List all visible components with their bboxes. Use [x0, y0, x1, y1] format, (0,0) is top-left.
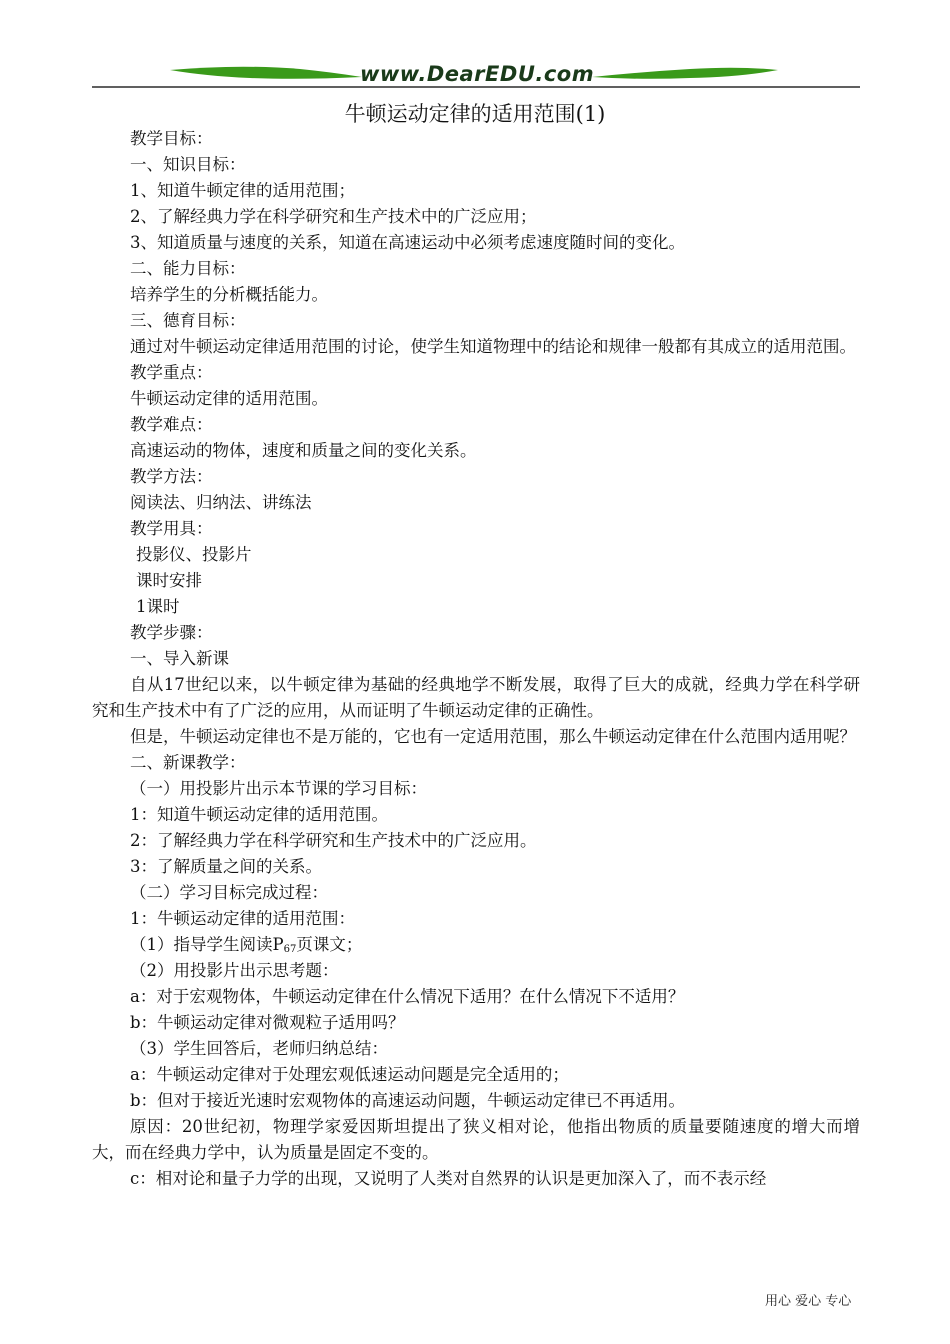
paragraph: 通过对牛顿运动定律适用范围的讨论，使学生知道物理中的结论和规律一般都有其成立的适用范围。: [130, 337, 856, 356]
text-line: 教学重点：: [130, 363, 213, 382]
text-line: a：对于宏观物体，牛顿运动定律在什么情况下适用？在什么情况下不适用？: [130, 987, 685, 1006]
text-span: 页课文；: [296, 935, 363, 954]
text-line: 教学难点：: [130, 415, 213, 434]
text-line: 教学用具：: [130, 519, 213, 538]
text-line: 教学步骤：: [130, 623, 213, 642]
text-line: （二）学习目标完成过程：: [130, 883, 328, 902]
text-line: 一、导入新课: [130, 649, 229, 668]
text-line: b：牛顿运动定律对微观粒子适用吗？: [130, 1013, 405, 1032]
paragraph: 自从17世纪以来，以牛顿定律为基础的经典地学不断发展，取得了巨大的成就，经典力学在科学研究和生产技术中有了广泛的应用，从而证明了牛顿运动定律的正确性。: [92, 675, 860, 720]
text-line: 阅读法、归纳法、讲练法: [130, 493, 312, 512]
text-line: 1课时: [136, 597, 180, 616]
text-line: 教学目标：: [130, 129, 213, 148]
text-line: 2、了解经典力学在科学研究和生产技术中的广泛应用；: [130, 207, 537, 226]
text-line: 三、德育目标：: [130, 311, 246, 330]
text-line: 投影仪、投影片: [136, 545, 252, 564]
text-line: 2：了解经典力学在科学研究和生产技术中的广泛应用。: [130, 831, 537, 850]
text-line: 牛顿运动定律的适用范围。: [130, 389, 328, 408]
text-line: 一、知识目标：: [130, 155, 246, 174]
page-subscript: 67: [283, 944, 297, 955]
text-line: （一）用投影片出示本节课的学习目标：: [130, 779, 427, 798]
text-line: 课时安排: [136, 571, 202, 590]
text-line: 教学方法：: [130, 467, 213, 486]
right-swoosh: [592, 68, 778, 79]
text-line: c：相对论和量子力学的出现，又说明了人类对自然界的认识是更加深入了，而不表示经: [130, 1169, 767, 1188]
text-line: 二、能力目标：: [130, 259, 246, 278]
text-line: b：但对于接近光速时宏观物体的高速运动问题，牛顿运动定律已不再适用。: [130, 1091, 686, 1110]
text-line: 3、知道质量与速度的关系，知道在高速运动中必须考虑速度随时间的变化。: [130, 233, 685, 252]
text-line: 二、新课教学：: [130, 753, 246, 772]
document-body: [92, 126, 860, 1192]
text-line-with-subscript: [92, 932, 860, 958]
text-line: （2）用投影片出示思考题：: [130, 961, 339, 980]
text-line: 1、知道牛顿定律的适用范围；: [130, 181, 355, 200]
text-span: （1）指导学生阅读P: [130, 935, 284, 954]
text-line: 高速运动的物体，速度和质量之间的变化关系。: [130, 441, 477, 460]
text-line: 1：牛顿运动定律的适用范围：: [130, 909, 355, 928]
text-line: a：牛顿运动定律对于处理宏观低速运动问题是完全适用的；: [130, 1065, 569, 1084]
text-line: 1：知道牛顿运动定律的适用范围。: [130, 805, 388, 824]
site-logo[interactable]: www.DearEDU.com: [360, 62, 595, 86]
text-line: 3：了解质量之间的关系。: [130, 857, 322, 876]
page-header: [0, 0, 950, 95]
page-footer: 用心 爱心 专心: [765, 1294, 852, 1309]
text-line: 培养学生的分析概括能力。: [130, 285, 328, 304]
text-line: （3）学生回答后，老师归纳总结：: [130, 1039, 388, 1058]
page-title: 牛顿运动定律的适用范围(1): [344, 102, 606, 126]
left-swoosh: [170, 67, 362, 79]
paragraph: 原因：20世纪初，物理学家爱因斯坦提出了狭义相对论，他指出物质的质量要随速度的增大而增大，而在经典力学中，认为质量是固定不变的。: [92, 1117, 860, 1162]
paragraph: 但是，牛顿运动定律也不是万能的，它也有一定适用范围，那么牛顿运动定律在什么范围内适用呢？: [130, 727, 856, 746]
